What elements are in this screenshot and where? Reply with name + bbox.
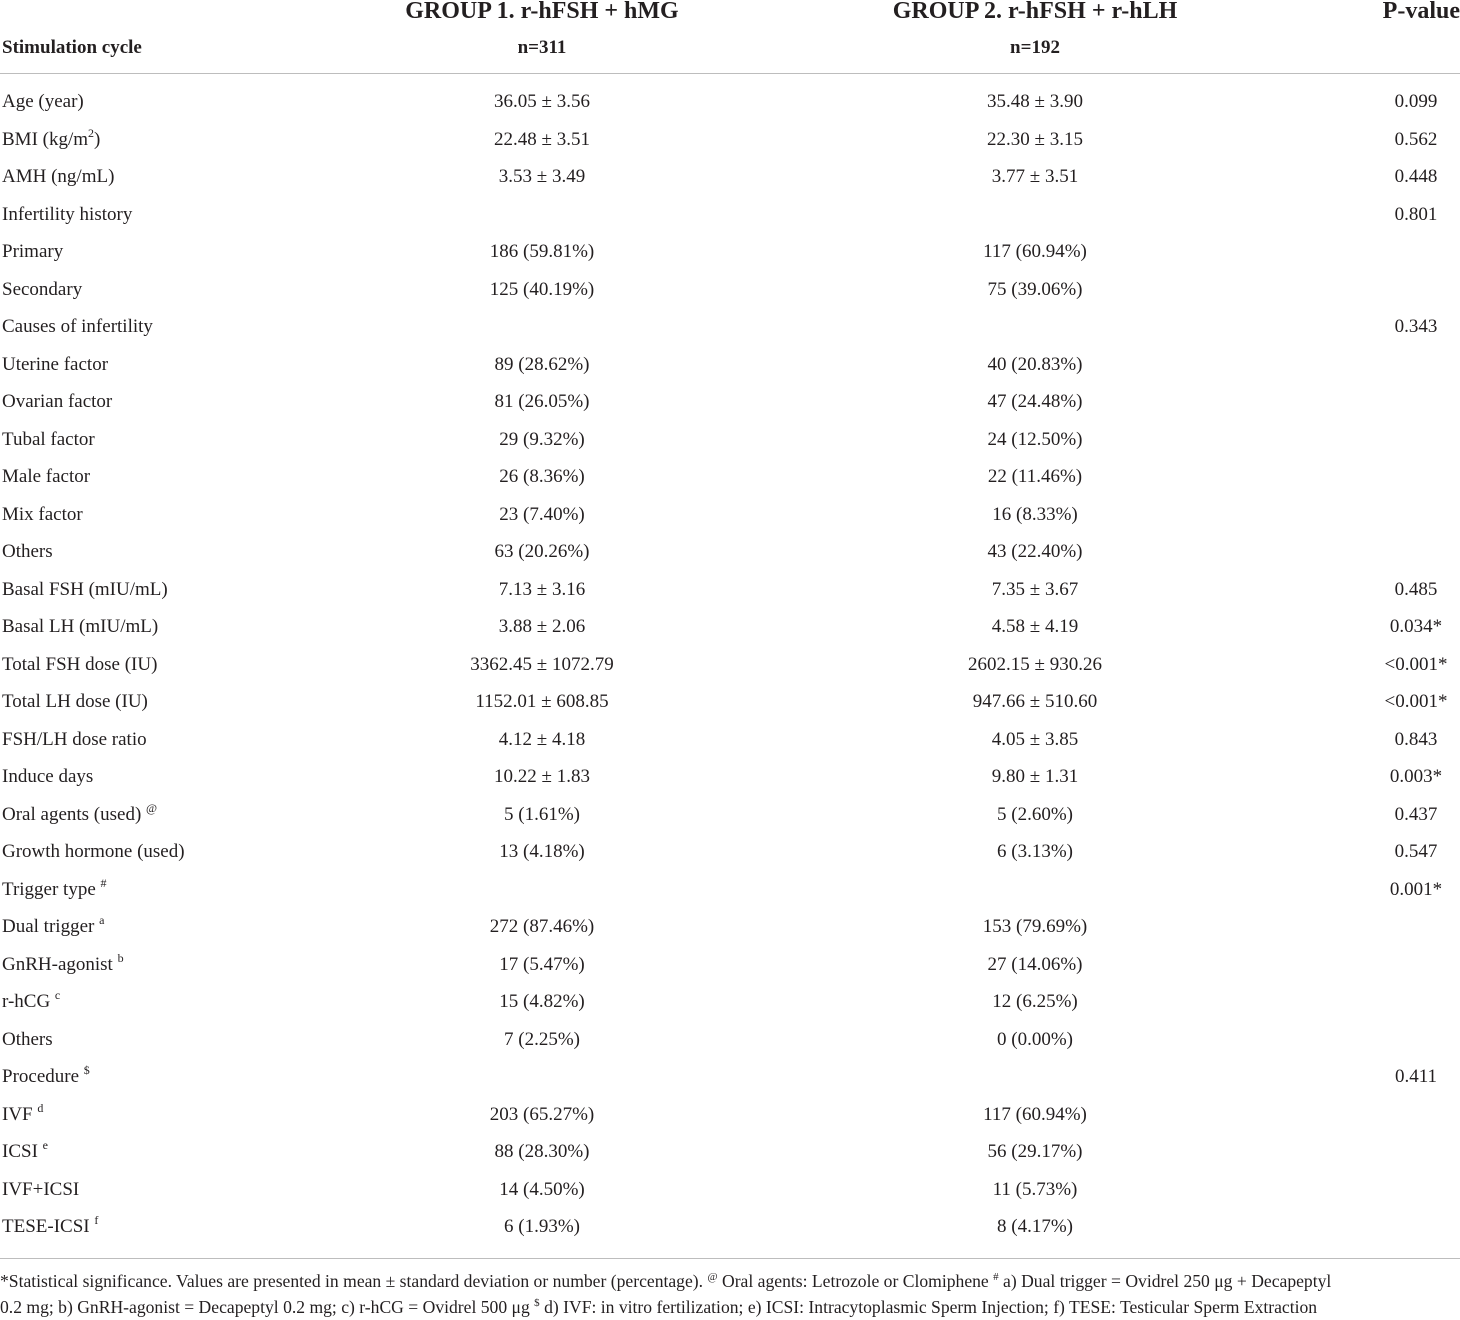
- group1-value: 29 (9.32%): [499, 428, 585, 450]
- row-label: [2, 616, 158, 638]
- group1-value: 203 (65.27%): [489, 1103, 595, 1125]
- row-label: [2, 841, 185, 863]
- group2-value: 117 (60.94%): [983, 241, 1087, 262]
- row-label: [2, 241, 63, 263]
- group2-value: 56 (29.17%): [987, 1141, 1083, 1162]
- group1-value: 7.13 ± 3.16: [498, 578, 586, 600]
- table-row: [0, 199, 1460, 237]
- group2-value: 24 (12.50%): [987, 428, 1083, 450]
- row-label-text: Oral agents (used): [2, 803, 147, 825]
- row-label: [2, 875, 107, 901]
- group2-value: 47 (24.48%): [987, 391, 1083, 412]
- p-value: 0.034*: [1389, 616, 1443, 637]
- table-row: [0, 236, 1460, 274]
- row-label: [2, 1213, 99, 1238]
- group2-value: 22.30 ± 3.15: [987, 128, 1083, 150]
- group2-value: 12 (6.25%): [992, 991, 1078, 1012]
- table-row: [0, 311, 1460, 349]
- pvalue-header: P-value: [1382, 0, 1460, 24]
- group1-value: 186 (59.81%): [489, 241, 595, 262]
- table-row: [0, 161, 1460, 199]
- group2-value: 7.35 ± 3.67: [991, 578, 1079, 600]
- footnote-line-2: [0, 1294, 1460, 1320]
- group1-value: 13 (4.18%): [499, 841, 585, 862]
- row-label-text: Tubal factor: [2, 428, 95, 450]
- footnote-text: 0.2 mg; b) GnRH-agonist = Decapeptyl 0.2 mg; c) r-hCG = Ovidrel 500 μg: [0, 1297, 535, 1317]
- row-label-text: BMI (kg/m: [2, 128, 89, 150]
- group2-value: 40 (20.83%): [987, 353, 1083, 375]
- group2-value: 4.05 ± 3.85: [991, 728, 1079, 750]
- row-label: [2, 1100, 44, 1126]
- group1-value: 3362.45 ± 1072.79: [470, 653, 614, 675]
- table-row: [0, 761, 1460, 799]
- row-label: [2, 729, 147, 751]
- group1-value: 23 (7.40%): [499, 503, 585, 525]
- group1-n: n=311: [517, 37, 567, 58]
- table-row: [0, 349, 1460, 387]
- footer-divider: [0, 1258, 1460, 1259]
- group2-header: GROUP 2. r-hFSH + r-hLH: [892, 0, 1178, 24]
- group2-value: 75 (39.06%): [987, 278, 1083, 300]
- p-value: 0.411: [1394, 1066, 1438, 1087]
- group2-value: 27 (14.06%): [987, 953, 1083, 975]
- row-label-text: IVF: [2, 1103, 38, 1125]
- group1-value: 4.12 ± 4.18: [498, 728, 586, 750]
- footnote-text: *Statistical significance. Values are presented in mean ± standard deviation or number (percentage).: [0, 1271, 708, 1291]
- row-label: [2, 579, 168, 601]
- p-value: <0.001*: [1384, 653, 1448, 675]
- group2-value: 117 (60.94%): [983, 1103, 1087, 1125]
- row-label-text: Male factor: [2, 466, 91, 487]
- table-row: [0, 1211, 1460, 1249]
- group1-value: 7 (2.25%): [504, 1028, 580, 1050]
- table-row: [0, 799, 1460, 837]
- row-label: [2, 166, 114, 188]
- footnote-sup: @: [707, 1271, 718, 1283]
- row-label: [2, 391, 112, 413]
- footnote-text: d) IVF: in vitro fertilization; e) ICSI: Intracytoplasmic Sperm Injection; f) TESE: Testicular Sperm Extraction: [539, 1297, 1318, 1317]
- group1-value: 10.22 ± 1.83: [494, 766, 590, 787]
- row-label: [2, 654, 157, 676]
- p-value: 0.001*: [1389, 878, 1443, 900]
- group2-n: n=192: [1010, 37, 1060, 58]
- table-row: [0, 611, 1460, 649]
- row-label: [2, 504, 83, 526]
- table-row: [0, 461, 1460, 499]
- p-value: 0.547: [1394, 841, 1438, 862]
- row-label-text: Ovarian factor: [2, 391, 113, 412]
- group1-value: 89 (28.62%): [494, 353, 590, 375]
- group1-value: 14 (4.50%): [499, 1178, 585, 1200]
- row-label: [2, 691, 148, 713]
- row-label: [2, 800, 158, 826]
- group2-value: 947.66 ± 510.60: [972, 691, 1098, 712]
- group1-value: 17 (5.47%): [499, 953, 585, 975]
- group1-value: 6 (1.93%): [504, 1216, 580, 1237]
- table-row: [0, 874, 1460, 912]
- group1-value: 81 (26.05%): [494, 391, 590, 412]
- p-value: 0.437: [1394, 803, 1438, 825]
- row-label-text: Causes of infertility: [2, 316, 153, 337]
- row-label: [2, 1179, 79, 1201]
- group2-value: 43 (22.40%): [987, 541, 1083, 562]
- p-value: 0.343: [1394, 316, 1438, 337]
- table-row: [0, 911, 1460, 949]
- table-row: [0, 1061, 1460, 1099]
- row-label-superscript: #: [100, 875, 107, 890]
- table-body: [0, 86, 1460, 1249]
- p-value: 0.099: [1394, 91, 1438, 112]
- table-row: [0, 649, 1460, 687]
- group2-value: 16 (8.33%): [992, 503, 1078, 525]
- row-label: [2, 541, 53, 563]
- row-label-text: Total FSH dose (IU): [2, 653, 158, 675]
- group2-value: 8 (4.17%): [997, 1216, 1073, 1237]
- footnote-sup: #: [993, 1271, 999, 1283]
- table-row: [0, 724, 1460, 762]
- row-label-text: Others: [2, 541, 53, 562]
- row-label-text: Basal FSH (mIU/mL): [2, 578, 168, 600]
- row-label-text: Procedure: [2, 1066, 84, 1087]
- group1-value: 272 (87.46%): [489, 916, 595, 937]
- row-label-text: Growth hormone (used): [2, 841, 185, 862]
- group2-value: 22 (11.46%): [987, 466, 1083, 487]
- group2-value: 0 (0.00%): [997, 1028, 1073, 1050]
- row-label: [2, 204, 132, 226]
- row-label: [2, 466, 90, 488]
- table-row: [0, 1024, 1460, 1062]
- p-value: 0.843: [1394, 728, 1438, 750]
- row-label-text: ): [94, 128, 101, 150]
- group2-value: 35.48 ± 3.90: [987, 91, 1083, 112]
- row-label-superscript: b: [117, 950, 124, 965]
- row-label-superscript: @: [146, 800, 158, 815]
- row-label: [2, 1063, 90, 1088]
- table-row: [0, 986, 1460, 1024]
- group2-value: 4.58 ± 4.19: [991, 616, 1079, 637]
- row-label-text: Uterine factor: [2, 353, 109, 375]
- row-label-text: Mix factor: [2, 503, 83, 525]
- group1-value: 88 (28.30%): [494, 1141, 590, 1162]
- row-label-text: GnRH-agonist: [2, 953, 118, 975]
- row-label: [2, 1138, 48, 1163]
- row-label: [2, 354, 108, 376]
- row-label: [2, 125, 101, 151]
- header-divider: [0, 73, 1460, 74]
- table-row: [0, 386, 1460, 424]
- group2-value: 153 (79.69%): [982, 916, 1088, 937]
- row-label-text: r-hCG: [2, 991, 55, 1012]
- group1-value: 15 (4.82%): [499, 991, 585, 1012]
- table-row: [0, 424, 1460, 462]
- row-label-text: Secondary: [2, 278, 83, 300]
- table-row: [0, 124, 1460, 162]
- group2-value: 9.80 ± 1.31: [991, 766, 1079, 787]
- group1-value: 26 (8.36%): [499, 466, 585, 487]
- row-label-text: ICSI: [2, 1141, 43, 1162]
- table-header-counts: [0, 34, 1460, 72]
- group1-header: GROUP 1. r-hFSH + hMG: [405, 0, 679, 24]
- group1-value: 3.88 ± 2.06: [498, 616, 586, 637]
- table-row: [0, 499, 1460, 537]
- row-label: [2, 988, 61, 1013]
- p-value: 0.448: [1394, 166, 1438, 187]
- row-label-superscript: $: [83, 1063, 90, 1077]
- row-label-text: Basal LH (mIU/mL): [2, 616, 159, 637]
- row-label: [2, 316, 153, 338]
- group1-value: 5 (1.61%): [504, 803, 580, 825]
- group2-value: 5 (2.60%): [997, 803, 1073, 825]
- row-label-superscript: d: [37, 1100, 44, 1115]
- row-label-text: Dual trigger: [2, 916, 100, 937]
- table-row: [0, 86, 1460, 124]
- footnote-text: Oral agents: Letrozole or Clomiphene: [717, 1271, 994, 1291]
- row-label-text: Infertility history: [2, 203, 133, 225]
- stimulation-cycle-header: Stimulation cycle: [2, 37, 142, 58]
- table-row: [0, 536, 1460, 574]
- row-label-text: Total LH dose (IU): [2, 691, 148, 712]
- row-label-text: TESE-ICSI: [2, 1216, 95, 1237]
- group2-value: 6 (3.13%): [997, 841, 1073, 862]
- row-label-text: AMH (ng/mL): [2, 166, 115, 187]
- row-label: [2, 766, 93, 788]
- footnote-sup: $: [534, 1297, 540, 1309]
- table-row: [0, 1099, 1460, 1137]
- p-value: 0.801: [1394, 203, 1438, 225]
- group2-value: 11 (5.73%): [992, 1178, 1078, 1200]
- row-label-superscript: 2: [88, 125, 95, 140]
- row-label-text: Others: [2, 1028, 53, 1050]
- group1-value: 36.05 ± 3.56: [494, 91, 590, 112]
- table-row: [0, 1136, 1460, 1174]
- row-label: [2, 429, 95, 451]
- p-value: 0.003*: [1389, 766, 1443, 787]
- group1-value: 63 (20.26%): [494, 541, 590, 562]
- footnote-line-1: [0, 1268, 1460, 1294]
- group1-value: 3.53 ± 3.49: [498, 166, 586, 187]
- row-label: [2, 279, 82, 301]
- group1-value: 22.48 ± 3.51: [494, 128, 590, 150]
- group2-value: 2602.15 ± 930.26: [968, 653, 1102, 675]
- row-label-text: IVF+ICSI: [2, 1178, 80, 1200]
- footnote-text: a) Dual trigger = Ovidrel 250 μg + Decapeptyl: [998, 1271, 1332, 1291]
- p-value: 0.562: [1394, 128, 1438, 150]
- row-label-text: Trigger type: [2, 878, 101, 900]
- table-row: [0, 1174, 1460, 1212]
- table-row: [0, 686, 1460, 724]
- row-label: [2, 913, 105, 938]
- p-value: 0.485: [1394, 578, 1438, 600]
- row-label-text: FSH/LH dose ratio: [2, 728, 147, 750]
- group2-value: 3.77 ± 3.51: [991, 166, 1079, 187]
- row-label-text: Primary: [2, 241, 64, 262]
- row-label-superscript: c: [54, 988, 61, 1002]
- p-value: <0.001*: [1384, 691, 1448, 712]
- row-label-text: Induce days: [2, 766, 94, 787]
- row-label: [2, 91, 84, 113]
- row-label-superscript: e: [42, 1138, 48, 1152]
- table-footnote: [0, 1268, 1460, 1320]
- table-header-groups: [0, 0, 1460, 34]
- table-row: [0, 274, 1460, 312]
- group1-value: 1152.01 ± 608.85: [475, 691, 609, 712]
- table-row: [0, 949, 1460, 987]
- table-row: [0, 574, 1460, 612]
- row-label: [2, 950, 124, 976]
- row-label: [2, 1029, 53, 1051]
- group1-value: 125 (40.19%): [489, 278, 595, 300]
- row-label-superscript: a: [99, 913, 105, 927]
- row-label-text: Age (year): [2, 91, 84, 112]
- table-row: [0, 836, 1460, 874]
- row-label-superscript: f: [94, 1213, 99, 1227]
